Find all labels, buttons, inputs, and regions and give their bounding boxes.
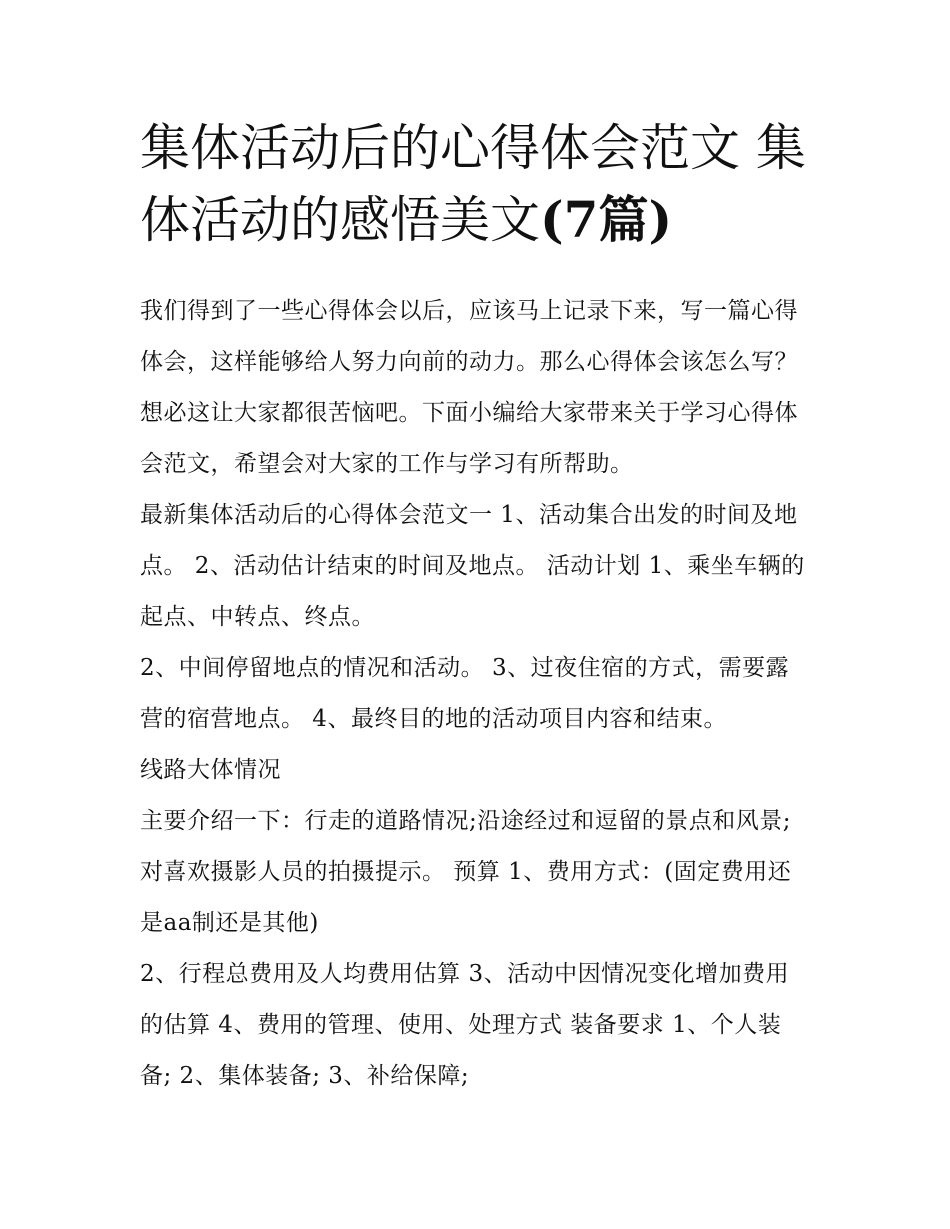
document-body bbox=[140, 112, 812, 1102]
paragraph-intro: 我们得到了一些心得体会以后，应该马上记录下来，写一篇心得体会，这样能够给人努力向前的动力。那么心得体会该怎么写？想必这让大家都很苦恼吧。下面小编给大家带来关于学习心得体会范文，希望会对大家的工作与学习有所帮助。 bbox=[140, 298, 798, 477]
document-title-count: (7篇) bbox=[540, 190, 673, 249]
paragraph-3: 线路大体情况 bbox=[140, 757, 281, 783]
paragraph-5: 2、行程总费用及人均费用估算 3、活动中因情况变化增加费用的估算 4、费用的管理、使用、处理方式 装备要求 1、个人装备; 2、集体装备; 3、补给保障; bbox=[140, 961, 790, 1089]
paragraph-1: 最新集体活动后的心得体会范文一 1、活动集合出发的时间及地点。 2、活动估计结束的时间及地点。 活动计划 1、乘坐车辆的起点、中转点、终点。 bbox=[140, 502, 805, 630]
document-title bbox=[140, 112, 812, 256]
paragraph-2: 2、中间停留地点的情况和活动。 3、过夜住宿的方式，需要露营的宿营地点。 4、最终目的地的活动项目内容和结束。 bbox=[140, 655, 790, 732]
document-title-main: 集体活动后的心得体会范文 集体活动的感悟美文 bbox=[140, 119, 806, 249]
paragraph-4: 主要介绍一下：行走的道路情况;沿途经过和逗留的景点和风景;对喜欢摄影人员的拍摄提示。 预算 1、费用方式：(固定费用还是aa制还是其他) bbox=[140, 808, 792, 936]
